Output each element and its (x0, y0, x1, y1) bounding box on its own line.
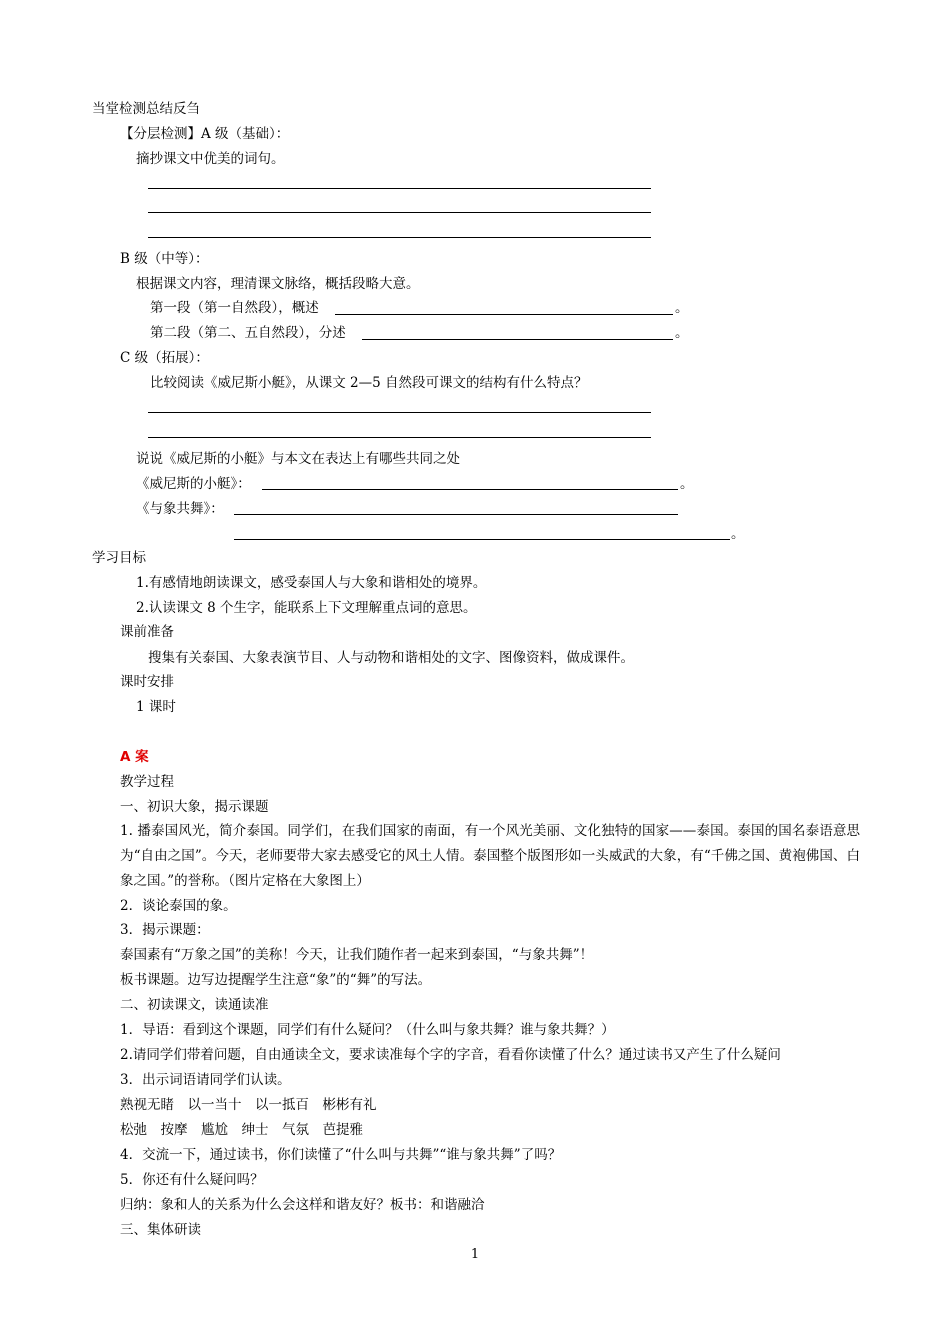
b-level-heading: B 级（中等）： (120, 251, 209, 267)
a-level-task: 摘抄课文中优美的词句。 (136, 151, 285, 167)
c-book2-label: 《与象共舞》： (136, 501, 224, 517)
process-heading: 教学过程 (120, 774, 174, 790)
c-level-heading: C 级（拓展）： (120, 350, 209, 366)
c-level-task: 比较阅读《威尼斯小艇》，从课文 2—5 自然段可课文的结构有什么特点？ (150, 375, 588, 391)
question-1: 1．导语：看到这个课题，同学们有什么疑问？（什么叫与象共舞？谁与象共舞？） (120, 1022, 615, 1038)
answer-line[interactable] (148, 188, 651, 189)
time-text: 1 课时 (136, 699, 176, 715)
question-4: 4．交流一下，通过读书，你们读懂了“什么叫与共舞”“谁与象共舞”了吗？ (120, 1147, 562, 1163)
prep-text: 搜集有关泰国、大象表演节目、人与动物和谐相处的文字、图像资料，做成课件。 (148, 650, 634, 666)
period: 。 (731, 526, 745, 542)
section-3-heading: 三、集体研读 (120, 1222, 201, 1238)
period: 。 (675, 300, 689, 316)
section-heading-summary: 当堂检测总结反刍 (92, 101, 200, 117)
answer-line[interactable] (234, 539, 730, 540)
answer-line[interactable] (262, 489, 678, 490)
conclusion: 归纳：象和人的关系为什么会这样和谐友好？板书：和谐融洽 (120, 1197, 485, 1213)
answer-line[interactable] (148, 212, 651, 213)
period: 。 (675, 325, 689, 341)
b-level-task: 根据课文内容，理清课文脉络，概括段略大意。 (136, 276, 420, 292)
answer-line[interactable] (335, 314, 673, 315)
answer-line[interactable] (148, 412, 651, 413)
layered-test-a-heading: 【分层检测】A 级（基础）： (120, 126, 290, 142)
c-level-task2: 说说《威尼斯的小艇》与本文在表达上有哪些共同之处 (136, 451, 460, 467)
c-book1-label: 《威尼斯的小艇》： (136, 476, 251, 492)
vocabulary-line-1: 熟视无睹 以一当十 以一抵百 彬彬有礼 (120, 1097, 377, 1113)
section-1-heading: 一、初识大象，揭示课题 (120, 799, 269, 815)
paragraph-2: 2．谈论泰国的象。 (120, 898, 237, 914)
b-para1-label: 第一段（第一自然段），概述 (150, 300, 319, 316)
vocabulary-line-2: 松弛 按摩 尴尬 绅士 气氛 芭提雅 (120, 1122, 363, 1138)
question-2: 2.请同学们带着问题，自由通读全文，要求读准每个字的字音，看看你读懂了什么？通过读书又产生了什么疑问 (120, 1047, 781, 1063)
page-number: 1 (470, 1247, 480, 1262)
prep-heading: 课前准备 (120, 624, 174, 640)
period: 。 (680, 476, 694, 492)
b-para2-label: 第二段（第二、五自然段），分述 (150, 325, 346, 341)
paragraph-1: 1. 播泰国风光，简介泰国。同学们，在我们国家的南面，有一个风光美丽、文化独特的国家——泰国。泰国的国名泰语意思为“自由之国”。今天，老师要带大家去感受它的风土人情。泰国整个版图形如一头威武的大象，有“千佛之国、黄袍佛国、白象之国。”的誉称。（图片定格在大象图上） (120, 823, 860, 889)
answer-line[interactable] (234, 514, 678, 515)
plan-title: A 案 (120, 749, 149, 765)
answer-line[interactable] (148, 437, 651, 438)
answer-line[interactable] (362, 339, 673, 340)
question-5: 5．你还有什么疑问吗？ (120, 1172, 264, 1188)
goal-item-1: 1.有感情地朗读课文，感受泰国人与大象和谐相处的境界。 (136, 575, 487, 591)
goal-item-2: 2.认读课文 8 个生字，能联系上下文理解重点词的意思。 (136, 600, 477, 616)
question-3: 3．出示词语请同学们认读。 (120, 1072, 291, 1088)
goals-heading: 学习目标 (92, 550, 146, 566)
section-2-heading: 二、初读课文，读通读准 (120, 997, 269, 1013)
paragraph-3: 3．揭示课题： (120, 922, 210, 938)
paragraph-4: 泰国素有“万象之国”的美称！今天，让我们随作者一起来到泰国，“与象共舞”！ (120, 947, 594, 963)
answer-line[interactable] (148, 237, 651, 238)
time-heading: 课时安排 (120, 674, 174, 690)
paragraph-5: 板书课题。边写边提醒学生注意“象”的“舞”的写法。 (120, 972, 432, 988)
